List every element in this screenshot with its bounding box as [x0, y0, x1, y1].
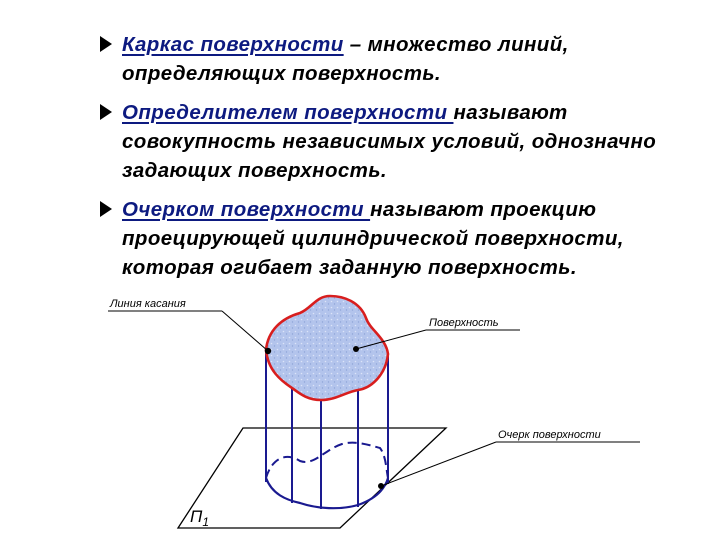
outline-hidden-part [266, 443, 388, 478]
outline-label-leader [381, 442, 496, 486]
tangent-label-leader [222, 311, 268, 351]
definition-outline-body: называют проекцию проецирующей цилиндрической поверхности, которая огибает заданную поверхность. [122, 198, 624, 279]
projection-plane [178, 428, 446, 528]
label-tangent-line: Линия касания [110, 298, 186, 310]
term-determinant: Определителем поверхности [122, 101, 454, 124]
definition-determinant-body: называют совокупность независимых условий, однозначно задающих поверхность. [122, 101, 657, 182]
surface-patch [266, 296, 388, 400]
label-outline: Очерк поверхности [498, 429, 601, 441]
term-frame: Каркас поверхности [122, 33, 344, 56]
plane-label [190, 507, 209, 529]
outline-on-plane [266, 478, 388, 508]
term-outline: Очерком поверхности [122, 198, 371, 221]
plane-letter: П [190, 507, 203, 526]
label-surface: Поверхность [429, 317, 499, 329]
plane-subscript: 1 [202, 515, 210, 529]
definition-frame-body: – множество линий, определяющих поверхность. [122, 33, 569, 85]
